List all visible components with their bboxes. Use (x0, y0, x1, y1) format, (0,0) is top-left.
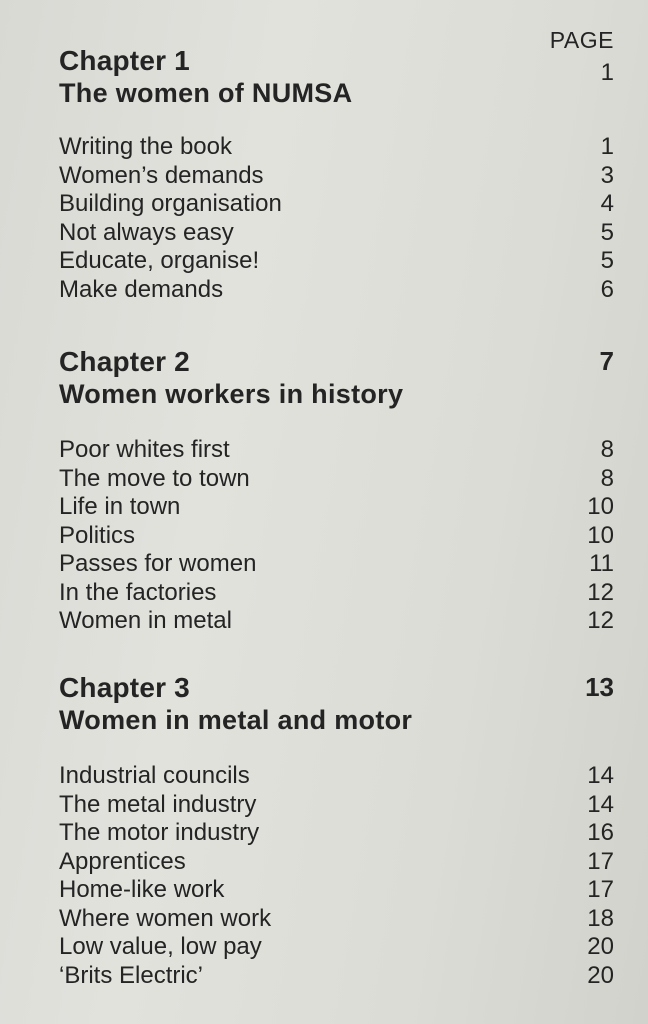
entry-page-number: 17 (587, 876, 614, 903)
chapter-entries (59, 436, 614, 636)
toc-entry (59, 819, 614, 848)
entry-page-number: 5 (600, 247, 614, 274)
entry-title: Poor whites first (59, 436, 230, 463)
entry-title: Passes for women (59, 550, 257, 577)
toc-entry (59, 436, 614, 465)
entry-title: Not always easy (59, 218, 234, 246)
entry-title: Life in town (59, 493, 181, 520)
chapter-entries (59, 762, 614, 990)
entry-title: Educate, organise! (59, 247, 260, 274)
entry-page-number: 18 (587, 904, 614, 932)
entry-page-number: 3 (600, 161, 614, 189)
chapter-page-number: 7 (599, 346, 614, 376)
page-column-header: PAGE (549, 27, 614, 53)
entry-title: Apprentices (59, 847, 186, 875)
entry-page-number: 12 (587, 578, 614, 606)
entry-page-number: 10 (587, 521, 614, 549)
toc-entry (59, 933, 614, 962)
chapter-1 (59, 45, 614, 304)
entry-title: Home-like work (59, 876, 225, 903)
entry-page-number: 1 (600, 133, 614, 160)
entry-page-number: 10 (587, 493, 614, 520)
chapter-2 (59, 346, 614, 636)
entry-page-number: 20 (587, 961, 614, 989)
toc-entry (59, 190, 614, 219)
chapter-label: Chapter 3 (59, 672, 190, 703)
entry-title: Where women work (59, 904, 272, 932)
toc-entry (59, 550, 614, 579)
entry-title: The motor industry (59, 819, 260, 846)
chapter-title: Women workers in history (59, 379, 404, 409)
entry-page-number: 11 (589, 550, 614, 577)
entry-title: Low value, low pay (59, 933, 262, 960)
entry-title: The move to town (59, 464, 250, 492)
toc-entry (59, 848, 614, 877)
toc-entry (59, 493, 614, 522)
chapter-page-number: 13 (585, 672, 614, 702)
toc-entry (59, 276, 614, 305)
entry-page-number: 14 (587, 790, 614, 818)
chapter-label: Chapter 1 (59, 45, 190, 76)
toc-entry (59, 962, 614, 991)
toc-entry (59, 522, 614, 551)
chapter-3 (59, 672, 614, 990)
toc-entry (59, 607, 614, 636)
entry-page-number: 8 (600, 464, 614, 492)
toc-entry (59, 465, 614, 494)
entry-page-number: 16 (587, 819, 614, 846)
toc-entry (59, 876, 614, 905)
entry-title: Industrial councils (59, 762, 250, 789)
entry-title: Building organisation (59, 190, 282, 217)
entry-page-number: 14 (587, 762, 614, 789)
chapter-entries (59, 133, 614, 304)
chapter-title: The women of NUMSA (59, 78, 353, 108)
toc-entry (59, 133, 614, 162)
entry-page-number: 12 (587, 607, 614, 634)
toc-entry (59, 162, 614, 191)
entry-title: Writing the book (59, 133, 232, 160)
toc-entry (59, 791, 614, 820)
toc-entry (59, 762, 614, 791)
chapter-title: Women in metal and motor (59, 705, 413, 735)
entry-title: Politics (59, 521, 136, 549)
chapter-label: Chapter 2 (59, 346, 190, 377)
entry-page-number: 8 (600, 436, 614, 463)
entry-page-number: 6 (600, 275, 614, 303)
entry-page-number: 17 (587, 847, 614, 875)
toc-entry (59, 905, 614, 934)
toc-entry (59, 247, 614, 276)
entry-title: Women’s demands (59, 161, 264, 189)
entry-title: The metal industry (59, 790, 257, 818)
toc-entry (59, 579, 614, 608)
chapter-page-number: 1 (600, 59, 614, 86)
entry-title: Make demands (59, 275, 224, 303)
entry-title: ‘Brits Electric’ (59, 961, 204, 989)
toc-entry (59, 219, 614, 248)
entry-page-number: 20 (587, 933, 614, 960)
entry-page-number: 4 (600, 190, 614, 217)
entry-title: In the factories (59, 578, 217, 606)
entry-page-number: 5 (600, 218, 614, 246)
entry-title: Women in metal (59, 607, 232, 634)
